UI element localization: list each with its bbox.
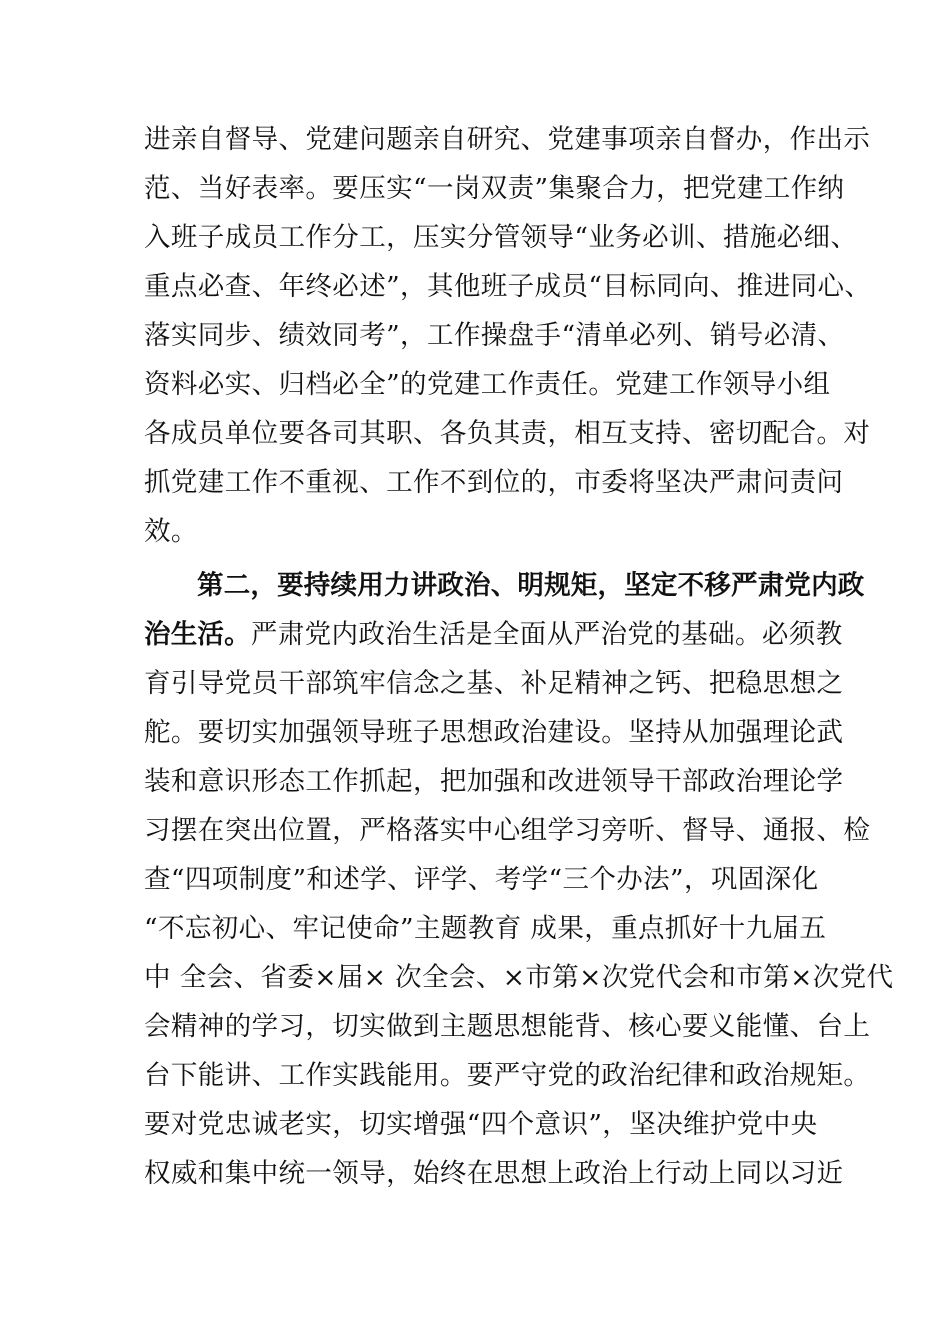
paragraph1-line-5: 落实同步、绩效同考”，工作操盘手“清单必列、销号必清、 (144, 320, 845, 351)
paragraph2-line-3: 育引导党员干部筑牢信念之基、补足精神之钙、把稳思想之 (144, 668, 844, 699)
paragraph2-line-4: 舵。要切实加强领导班子思想政治建设。坚持从加强理论武 (144, 717, 844, 748)
paragraph1-line-3: 入班子成员工作分工，压实分管领导“业务必训、措施必细、 (144, 222, 858, 253)
paragraph2-line-7: 查“四项制度”和述学、评学、考学“三个办法”，巩固深化 (144, 864, 819, 895)
paragraph2-line-8: “不忘初心、牢记使命”主题教育 成果，重点抓好十九届五 (144, 913, 827, 944)
paragraph1-line-2: 范、当好表率。要压实“一岗双责”集聚合力，把党建工作纳 (144, 173, 845, 204)
paragraph2-heading-line-1: 第二，要持续用力讲政治、明规矩，坚定不移严肃党内政 (197, 570, 865, 601)
paragraph2-line-11: 台下能讲、工作实践能用。要严守党的政治纪律和政治规矩。 (144, 1060, 871, 1091)
paragraph2-line-12: 要对党忠诚老实，切实增强“四个意识”，坚决维护党中央 (144, 1109, 818, 1140)
paragraph2-line-9: 中 全会、省委×届× 次全会、×市第×次党代会和市第×次党代 (144, 962, 894, 993)
paragraph2-line-2 (144, 615, 843, 655)
paragraph1-line-9: 效。 (144, 516, 198, 547)
paragraph2-line-5: 装和意识形态工作抓起，把加强和改进领导干部政治理论学 (144, 766, 844, 797)
paragraph2-line-13: 权威和集中统一领导，始终在思想上政治上行动上同以习近 (144, 1158, 844, 1189)
paragraph2-line-10: 会精神的学习，切实做到主题思想能背、核心要义能懂、台上 (144, 1011, 871, 1042)
paragraph2-line-2-text: 严肃党内政治生活是全面从严治党的基础。必须教 (250, 619, 843, 650)
paragraph1-line-6: 资料必实、归档必全”的党建工作责任。党建工作领导小组 (144, 369, 831, 400)
paragraph2-heading-line-2: 治生活。 (144, 619, 251, 650)
paragraph1-line-7: 各成员单位要各司其职、各负其责，相互支持、密切配合。对 (144, 418, 871, 449)
paragraph1-line-4: 重点必查、年终必述”，其他班子成员“目标同向、推进同心、 (144, 271, 872, 302)
paragraph1-line-8: 抓党建工作不重视、工作不到位的，市委将坚决严肃问责问 (144, 467, 844, 498)
paragraph1-line-1: 进亲自督导、党建问题亲自研究、党建事项亲自督办，作出示 (144, 124, 871, 155)
paragraph2-line-6: 习摆在突出位置，严格落实中心组学习旁听、督导、通报、检 (144, 815, 871, 846)
